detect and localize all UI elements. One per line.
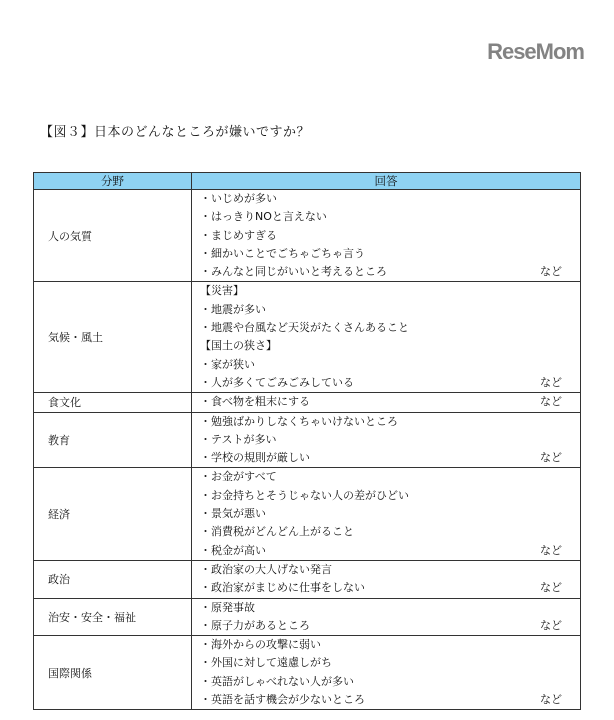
answer-cell [192, 393, 581, 412]
answer-line [200, 487, 562, 505]
answer-item: ・テストが多い [200, 432, 277, 446]
table-row [34, 636, 581, 710]
field-cell: 経済 [34, 468, 192, 560]
table-row [34, 393, 581, 412]
answer-item: ・いじめが多い [200, 192, 277, 205]
answer-item: 【国土の狭さ】 [200, 339, 277, 353]
etc-label: など [540, 618, 562, 632]
table-row [34, 560, 581, 598]
answer-item: ・消費税がどんどん上がること [200, 525, 354, 539]
answer-item: ・原発事故 [200, 600, 255, 614]
answer-line [200, 282, 562, 300]
answer-item: ・政治家がまじめに仕事をしない [200, 581, 365, 595]
answer-line [200, 505, 562, 523]
answer-item: ・勉強ばかりしなくちゃいけないところ [200, 414, 398, 428]
answer-item: ・食べ物を粗末にする [200, 395, 310, 409]
answer-line [200, 245, 562, 263]
table-header-row [34, 173, 581, 190]
etc-label: など [540, 543, 562, 557]
answer-item: ・みんなと同じがいいと考えるところ [200, 265, 387, 279]
answer-line [200, 208, 562, 226]
answer-item: 【災害】 [200, 284, 244, 298]
table-row [34, 412, 581, 468]
answer-cell [192, 560, 581, 598]
table-row [34, 190, 581, 282]
answer-line [200, 599, 562, 617]
answer-item: ・地震が多い [200, 302, 266, 316]
answer-line [200, 691, 562, 709]
answer-line [200, 617, 562, 635]
answer-line [200, 413, 562, 431]
answer-line [200, 636, 562, 654]
field-cell: 治安・安全・福祉 [34, 598, 192, 636]
dislikes-table [33, 172, 581, 710]
answer-item: ・外国に対して遠慮しがち [200, 656, 332, 670]
answer-line [200, 374, 562, 392]
answer-line [200, 319, 562, 337]
table-row [34, 598, 581, 636]
answer-item: ・まじめすぎる [200, 228, 277, 242]
field-cell: 気候・風土 [34, 282, 192, 393]
answer-line [200, 579, 562, 597]
answer-line [200, 301, 562, 319]
table-row [34, 282, 581, 393]
answer-line [200, 431, 562, 449]
etc-label: など [540, 581, 562, 595]
answer-line [200, 190, 562, 208]
answer-line [200, 356, 562, 374]
answer-line [200, 561, 562, 579]
answer-item: ・細かいことでごちゃごちゃ言う [200, 246, 365, 260]
answer-line [200, 393, 562, 411]
answer-line [200, 263, 562, 281]
etc-label: など [540, 451, 562, 465]
answer-item: ・英語を話す機会が少ないところ [200, 693, 365, 707]
answer-line [200, 227, 562, 245]
etc-label: など [540, 395, 562, 409]
header-answer: 回答 [192, 173, 581, 190]
field-cell: 人の気質 [34, 190, 192, 282]
answer-item: ・税金が高い [200, 543, 266, 557]
answer-line [200, 468, 562, 486]
answer-line [200, 337, 562, 355]
field-cell: 教育 [34, 412, 192, 468]
answer-cell [192, 412, 581, 468]
answer-item: ・学校の規則が厳しい [200, 451, 310, 465]
answer-line [200, 542, 562, 560]
answer-line [200, 449, 562, 467]
answer-item: ・お金持ちとそうじゃない人の差がひどい [200, 488, 409, 502]
answer-item: ・家が狭い [200, 357, 255, 371]
answer-cell [192, 190, 581, 282]
field-cell: 国際関係 [34, 636, 192, 710]
field-cell: 食文化 [34, 393, 192, 412]
etc-label: など [540, 375, 562, 389]
answer-line [200, 673, 562, 691]
answer-cell [192, 598, 581, 636]
etc-label: など [540, 265, 562, 279]
answer-item: ・原子力があるところ [200, 618, 310, 632]
etc-label: など [540, 693, 562, 707]
answer-line [200, 654, 562, 672]
table-row [34, 468, 581, 560]
answer-item: ・英語がしゃべれない人が多い [200, 674, 354, 688]
answer-cell [192, 282, 581, 393]
answer-item: ・景気が悪い [200, 507, 266, 521]
answer-line [200, 523, 562, 541]
header-field: 分野 [34, 173, 192, 190]
answer-item: ・はっきりNOと言えない [200, 210, 327, 224]
figure-title: 【図３】日本のどんなところが嫌いですか？ [40, 125, 311, 140]
answer-item: ・政治家の大人げない発言 [200, 562, 332, 576]
resemom-logo: ReseMom [487, 39, 584, 64]
answer-item: ・お金がすべて [200, 470, 277, 484]
answer-cell [192, 636, 581, 710]
answer-cell [192, 468, 581, 560]
field-cell: 政治 [34, 560, 192, 598]
answer-item: ・海外からの攻撃に弱い [200, 638, 321, 652]
answer-item: ・地震や台風など天災がたくさんあること [200, 321, 409, 335]
answer-item: ・人が多くてごみごみしている [200, 375, 354, 389]
